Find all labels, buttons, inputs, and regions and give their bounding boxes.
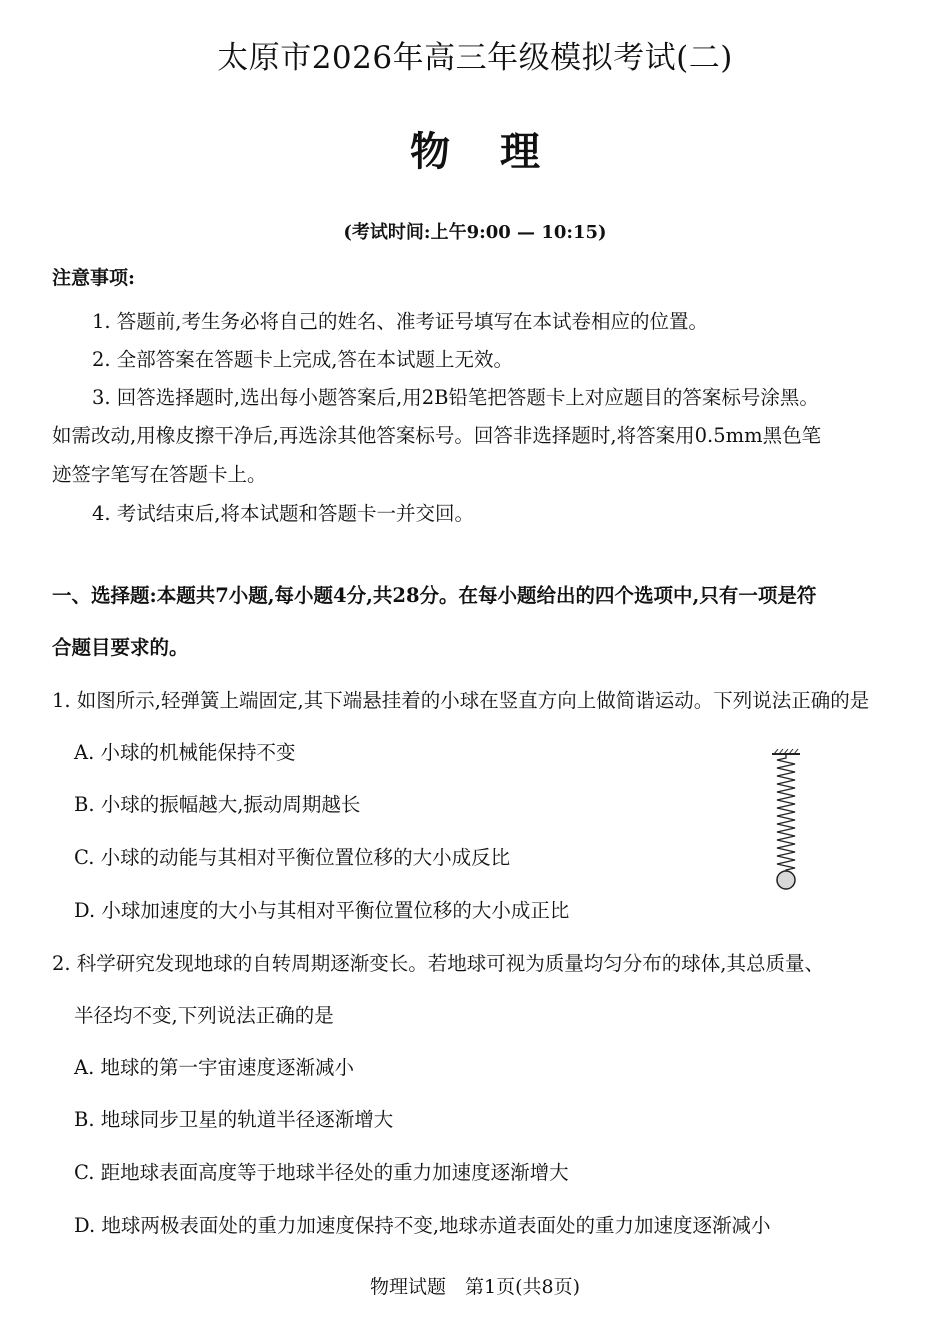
page-footer: 物理试题 第1页(共8页)	[369, 1276, 580, 1298]
question-2-option-a: A. 地球的第一宇宙速度逐渐减小	[74, 1056, 354, 1079]
ceiling-support	[772, 749, 800, 754]
notice-line-6: 4. 考试结束后,将本试题和答题卡一并交回。	[92, 502, 475, 525]
notice-line-3: 3. 回答选择题时,选出每小题答案后,用2B铅笔把答题卡上对应题目的答案标号涂黑。	[92, 386, 819, 409]
question-2-stem-line-2: 半径均不变,下列说法正确的是	[74, 1004, 334, 1027]
question-2-option-b: B. 地球同步卫星的轨道半径逐渐增大	[74, 1108, 394, 1131]
question-2-option-d: D. 地球两极表面处的重力加速度保持不变,地球赤道表面处的重力加速度逐渐减小	[74, 1214, 771, 1237]
notice-heading: 注意事项:	[52, 267, 136, 289]
question-1-option-c: C. 小球的动能与其相对平衡位置位移的大小成反比	[74, 846, 511, 869]
spring-ball-figure	[766, 748, 806, 893]
question-1-option-d: D. 小球加速度的大小与其相对平衡位置位移的大小成正比	[74, 899, 570, 922]
question-1-option-a: A. 小球的机械能保持不变	[74, 741, 296, 764]
notice-line-2: 2. 全部答案在答题卡上完成,答在本试题上无效。	[92, 348, 514, 371]
spring-coil	[777, 754, 795, 873]
notice-line-1: 1. 答题前,考生务必将自己的姓名、准考证号填写在本试卷相应的位置。	[92, 310, 709, 333]
ball	[777, 871, 795, 889]
subject-title: 物理	[410, 128, 590, 175]
question-1-option-b: B. 小球的振幅越大,振动周期越长	[74, 793, 361, 816]
section-heading-line-1: 一、选择题:本题共7小题,每小题4分,共28分。在每小题给出的四个选项中,只有一项是符	[52, 584, 817, 607]
question-2-option-c: C. 距地球表面高度等于地球半径处的重力加速度逐渐增大	[74, 1161, 569, 1184]
question-2-stem-line-1: 2. 科学研究发现地球的自转周期逐渐变长。若地球可视为质量均匀分布的球体,其总质量、	[52, 952, 825, 975]
exam-title: 太原市2026年高三年级模拟考试(二)	[217, 40, 733, 76]
section-heading-line-2: 合题目要求的。	[52, 636, 189, 659]
notice-line-4: 如需改动,用橡皮擦干净后,再选涂其他答案标号。回答非选择题时,将答案用0.5mm黑色笔	[52, 424, 822, 447]
question-1-stem: 1. 如图所示,轻弹簧上端固定,其下端悬挂着的小球在竖直方向上做简谐运动。下列说法正确的是	[52, 689, 870, 712]
exam-time: (考试时间:上午9:00 — 10:15)	[343, 222, 607, 243]
notice-line-5: 迹签字笔写在答题卡上。	[52, 463, 267, 486]
